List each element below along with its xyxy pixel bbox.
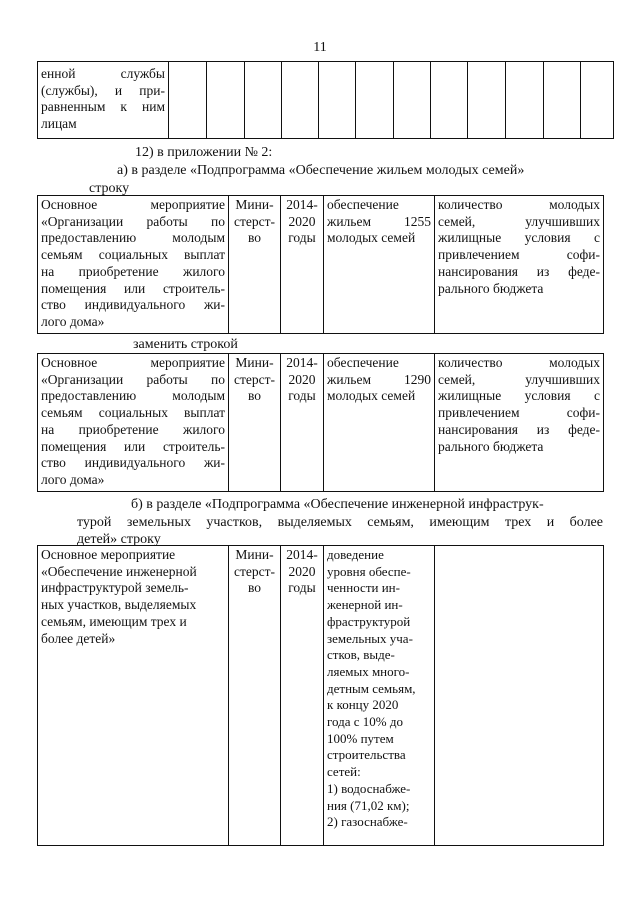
text-line: на приобретение жилого	[41, 263, 225, 279]
text-line: нансирования из феде-	[438, 421, 600, 437]
empty-cell	[468, 62, 506, 139]
text-line: семьям социальных выплат	[41, 247, 225, 263]
text-line: к концу 2020	[327, 697, 399, 713]
cell-indicator-empty	[435, 546, 604, 846]
empty-cell	[207, 62, 245, 139]
text-line: годы	[288, 580, 316, 596]
text-line: рального бюджета	[438, 438, 544, 454]
empty-cell	[245, 62, 282, 139]
text-line: женерной ин-	[327, 597, 403, 613]
text-line: стков, выде-	[327, 647, 395, 663]
text-line: 1) водоснабже-	[327, 780, 411, 796]
text-line: 2014-	[286, 197, 318, 212]
text-line: жильем 1255	[327, 213, 431, 229]
text-line: земельных уча-	[327, 630, 413, 646]
text-line: 2020	[288, 563, 316, 579]
paragraph-12: 12) в приложении № 2:	[135, 145, 273, 160]
text-line: семьям социальных выплат	[41, 405, 225, 421]
empty-cell	[431, 62, 468, 139]
empty-cell	[319, 62, 356, 139]
paragraph-a: а) в разделе «Подпрограмма «Обеспечение жильем молодых семей»	[117, 163, 525, 178]
page-number: 11	[313, 40, 327, 55]
text-line: предоставлению молодым	[41, 388, 225, 404]
text-line: рального бюджета	[438, 280, 544, 296]
text-line: семьям, имеющим трех и	[41, 613, 187, 629]
text-line: во	[247, 580, 262, 596]
cell-period	[281, 196, 324, 334]
text-line: доведение	[327, 547, 384, 562]
text-line: «Организации работы по	[41, 371, 225, 387]
text-line: молодых семей	[327, 230, 416, 246]
paragraph-b-line2: турой земельных участков, выделяемых семьям, имеющим трех и более	[77, 515, 603, 530]
paragraph-b-line3: детей» строку	[77, 532, 161, 547]
text-line: во	[247, 388, 262, 404]
text-line: во	[247, 230, 262, 246]
text-line: ния (71,02 км);	[327, 797, 410, 813]
table-row-replacement	[37, 353, 604, 492]
text-line: детным семьям,	[327, 680, 416, 696]
cell-indicator	[435, 196, 604, 334]
text-line: на приобретение жилого	[41, 421, 225, 437]
top-table	[37, 61, 614, 139]
text-line: семей, улучшивших	[438, 371, 600, 387]
text-line: привлечением софи-	[438, 405, 600, 421]
text-line: Мини-	[235, 197, 274, 212]
text-line: лицам	[41, 116, 77, 132]
text-line: Основное мероприятие	[41, 547, 176, 562]
text-line: Основное мероприятие	[41, 355, 225, 370]
top-table-cell-name	[38, 62, 169, 139]
text-line: более детей»	[41, 630, 116, 646]
empty-cell	[282, 62, 319, 139]
text-line: 2) газоснабже-	[327, 814, 408, 830]
text-line: жильем 1290	[327, 371, 431, 387]
text-line: стерст-	[233, 563, 276, 579]
text-line: «Обеспечение инженерной	[41, 563, 197, 579]
cell-activity-name	[38, 196, 229, 334]
text-line: 2014-	[286, 355, 318, 370]
paragraph-a-row: строку	[89, 181, 130, 196]
text-line: годы	[288, 388, 316, 404]
text-line: 100% путем	[327, 730, 394, 746]
cell-indicator	[435, 354, 604, 492]
text-line: (службы), и при-	[41, 82, 165, 98]
empty-cell	[356, 62, 394, 139]
text-line: Основное мероприятие	[41, 197, 225, 212]
paragraph-b-line1: б) в разделе «Подпрограмма «Обеспечение инженерной инфраструк-	[131, 497, 544, 512]
text-line: инфраструктурой земель-	[41, 580, 189, 596]
empty-cell	[394, 62, 431, 139]
text-line: стерст-	[233, 371, 276, 387]
text-line: количество молодых	[438, 355, 600, 370]
text-line: семей, улучшивших	[438, 213, 600, 229]
text-line: нансирования из феде-	[438, 263, 600, 279]
text-line: сетей:	[327, 764, 361, 780]
text-line: количество молодых	[438, 197, 600, 212]
cell-period	[281, 546, 324, 846]
cell-executor	[229, 546, 281, 846]
cell-result	[324, 546, 435, 846]
text-line: Мини-	[235, 547, 274, 562]
cell-result	[324, 196, 435, 334]
text-line: 2014-	[286, 547, 318, 562]
text-line: привлечением софи-	[438, 247, 600, 263]
table-row-original	[37, 195, 604, 334]
text-line: ляемых много-	[327, 663, 410, 679]
empty-cell	[544, 62, 581, 139]
text-line: равненным к ним	[41, 99, 165, 115]
text-line: ство индивидуального жи-	[41, 455, 225, 471]
text-line: предоставлению молодым	[41, 230, 225, 246]
cell-period	[281, 354, 324, 492]
cell-activity-name	[38, 546, 229, 846]
text-line: молодых семей	[327, 388, 416, 404]
text-line: стерст-	[233, 213, 276, 229]
replace-label: заменить строкой	[133, 337, 238, 352]
text-line: строительства	[327, 747, 406, 763]
table-row-engineering	[37, 545, 604, 846]
cell-executor	[229, 354, 281, 492]
text-line: жилищные условия с	[438, 230, 600, 246]
cell-executor	[229, 196, 281, 334]
empty-cell	[169, 62, 207, 139]
text-line: 2020	[288, 371, 316, 387]
cell-result	[324, 354, 435, 492]
text-line: «Организации работы по	[41, 213, 225, 229]
text-line: помещения или строитель-	[41, 280, 225, 296]
text-line: 2020	[288, 213, 316, 229]
text-line: лого дома»	[41, 313, 105, 329]
text-line: лого дома»	[41, 471, 105, 487]
empty-cell	[581, 62, 614, 139]
empty-cell	[506, 62, 544, 139]
text-line: уровня обеспе-	[327, 563, 411, 579]
text-line: помещения или строитель-	[41, 438, 225, 454]
text-line: года с 10% до	[327, 714, 403, 730]
text-line: фраструктурой	[327, 613, 411, 629]
text-line: годы	[288, 230, 316, 246]
text-line: енной службы	[41, 66, 165, 81]
text-line: ных участков, выделяемых	[41, 597, 197, 613]
text-line: жилищные условия с	[438, 388, 600, 404]
text-line: обеспечение	[327, 355, 399, 370]
cell-activity-name	[38, 354, 229, 492]
text-line: ство индивидуального жи-	[41, 297, 225, 313]
text-line: обеспечение	[327, 197, 399, 212]
text-line: Мини-	[235, 355, 274, 370]
text-line: ченности ин-	[327, 580, 400, 596]
